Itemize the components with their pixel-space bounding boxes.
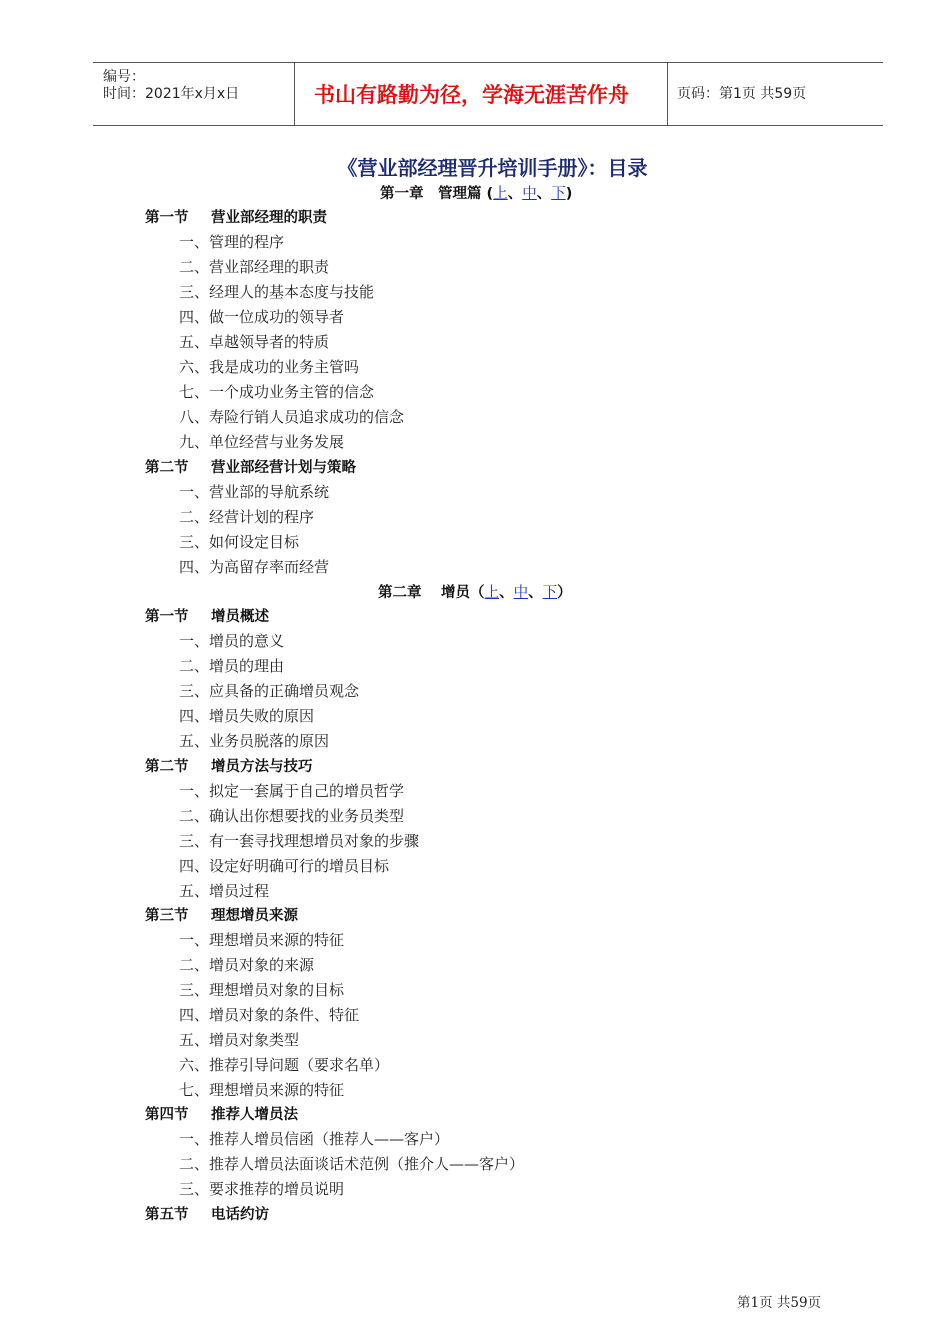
header-page-cell [667, 63, 883, 125]
toc-item: 四、增员失败的原因 [179, 707, 315, 725]
section-title: 增员方法与技巧 [211, 759, 313, 775]
page-header [93, 62, 883, 126]
toc-item: 四、为高留存率而经营 [179, 558, 330, 576]
toc-item: 一、拟定一套属于自己的增员哲学 [179, 782, 405, 800]
section-title: 增员概述 [211, 609, 269, 625]
toc-item: 一、营业部的导航系统 [179, 483, 330, 501]
toc-item: 五、增员对象类型 [179, 1031, 300, 1049]
chapter-2-close: ） [557, 585, 572, 601]
toc-item: 二、推荐人增员法面谈话术范例（推介人——客户） [179, 1155, 525, 1173]
document-title: 《营业部经理晋升培训手册》：目录 [337, 156, 648, 180]
motto: 书山有路勤为径，学海无涯苦作舟 [314, 83, 629, 107]
chapter-1-close: ) [565, 186, 573, 202]
section-title: 电话约访 [211, 1207, 269, 1223]
toc-item: 八、寿险行销人员追求成功的信念 [179, 408, 405, 426]
toc-item: 二、营业部经理的职责 [179, 258, 330, 276]
toc-item: 一、增员的意义 [179, 632, 285, 650]
toc-item: 五、增员过程 [179, 882, 270, 900]
section-title: 推荐人增员法 [211, 1107, 298, 1123]
section-heading [145, 605, 269, 626]
toc-item: 五、卓越领导者的特质 [179, 333, 330, 351]
toc-item: 一、管理的程序 [179, 233, 285, 251]
toc-item: 一、推荐人增员信函（推荐人——客户） [179, 1130, 450, 1148]
time-label: 时间：2021年x月x日 [103, 86, 240, 102]
section-heading [145, 456, 356, 477]
chapter-2-heading [378, 581, 572, 602]
toc-item: 三、理想增员对象的目标 [179, 981, 345, 999]
section-heading [145, 1203, 269, 1224]
section-heading [145, 755, 313, 776]
code-label: 编号： [103, 69, 145, 85]
section-number: 第二节 [145, 460, 189, 476]
chapter-2-link-part1[interactable]: 上 [484, 585, 500, 601]
toc-item: 三、有一套寻找理想增员对象的步骤 [179, 832, 420, 850]
separator: 、 [528, 585, 543, 601]
page-footer: 第1页 共59页 [737, 1295, 822, 1311]
toc-item: 九、单位经营与业务发展 [179, 433, 345, 451]
toc-item: 二、经营计划的程序 [179, 508, 315, 526]
section-heading [145, 904, 298, 925]
section-heading [145, 1103, 298, 1124]
chapter-1-link-part3[interactable]: 下 [551, 186, 566, 202]
toc-item: 三、应具备的正确增员观念 [179, 682, 360, 700]
page-number-label: 页码：第1页 共59页 [677, 86, 807, 102]
chapter-1-label: 第一章 管理篇 ( [380, 186, 494, 202]
header-motto-cell [294, 63, 668, 125]
chapter-2-label: 第二章 增员（ [378, 585, 485, 601]
toc-item: 一、理想增员来源的特征 [179, 931, 345, 949]
section-heading [145, 206, 327, 227]
chapter-2-link-part3[interactable]: 下 [542, 585, 558, 601]
toc-item: 四、做一位成功的领导者 [179, 308, 345, 326]
toc-item: 三、经理人的基本态度与技能 [179, 283, 375, 301]
chapter-1-heading [380, 182, 572, 203]
section-title: 营业部经理的职责 [211, 210, 327, 226]
toc-item: 四、增员对象的条件、特征 [179, 1006, 360, 1024]
section-number: 第三节 [145, 908, 189, 924]
chapter-2-link-part2[interactable]: 中 [513, 585, 529, 601]
toc-item: 三、如何设定目标 [179, 533, 300, 551]
toc-item: 七、理想增员来源的特征 [179, 1081, 345, 1099]
chapter-1-link-part1[interactable]: 上 [493, 186, 508, 202]
toc-item: 二、增员的理由 [179, 657, 285, 675]
toc-item: 七、一个成功业务主管的信念 [179, 383, 375, 401]
separator: 、 [536, 186, 552, 202]
section-number: 第四节 [145, 1107, 189, 1123]
section-title: 理想增员来源 [211, 908, 298, 924]
header-meta-cell [93, 63, 295, 125]
separator: 、 [499, 585, 514, 601]
section-number: 第二节 [145, 759, 189, 775]
toc-item: 二、增员对象的来源 [179, 956, 315, 974]
toc-item: 六、我是成功的业务主管吗 [179, 358, 360, 376]
toc-item: 六、推荐引导问题（要求名单） [179, 1056, 390, 1074]
section-number: 第一节 [145, 609, 189, 625]
chapter-1-link-part2[interactable]: 中 [522, 186, 537, 202]
toc-item: 四、设定好明确可行的增员目标 [179, 857, 390, 875]
separator: 、 [507, 186, 523, 202]
toc-item: 二、确认出你想要找的业务员类型 [179, 807, 405, 825]
section-number: 第五节 [145, 1207, 189, 1223]
section-number: 第一节 [145, 210, 189, 226]
toc-item: 三、要求推荐的增员说明 [179, 1180, 345, 1198]
toc-item: 五、业务员脱落的原因 [179, 732, 330, 750]
section-title: 营业部经营计划与策略 [211, 460, 356, 476]
